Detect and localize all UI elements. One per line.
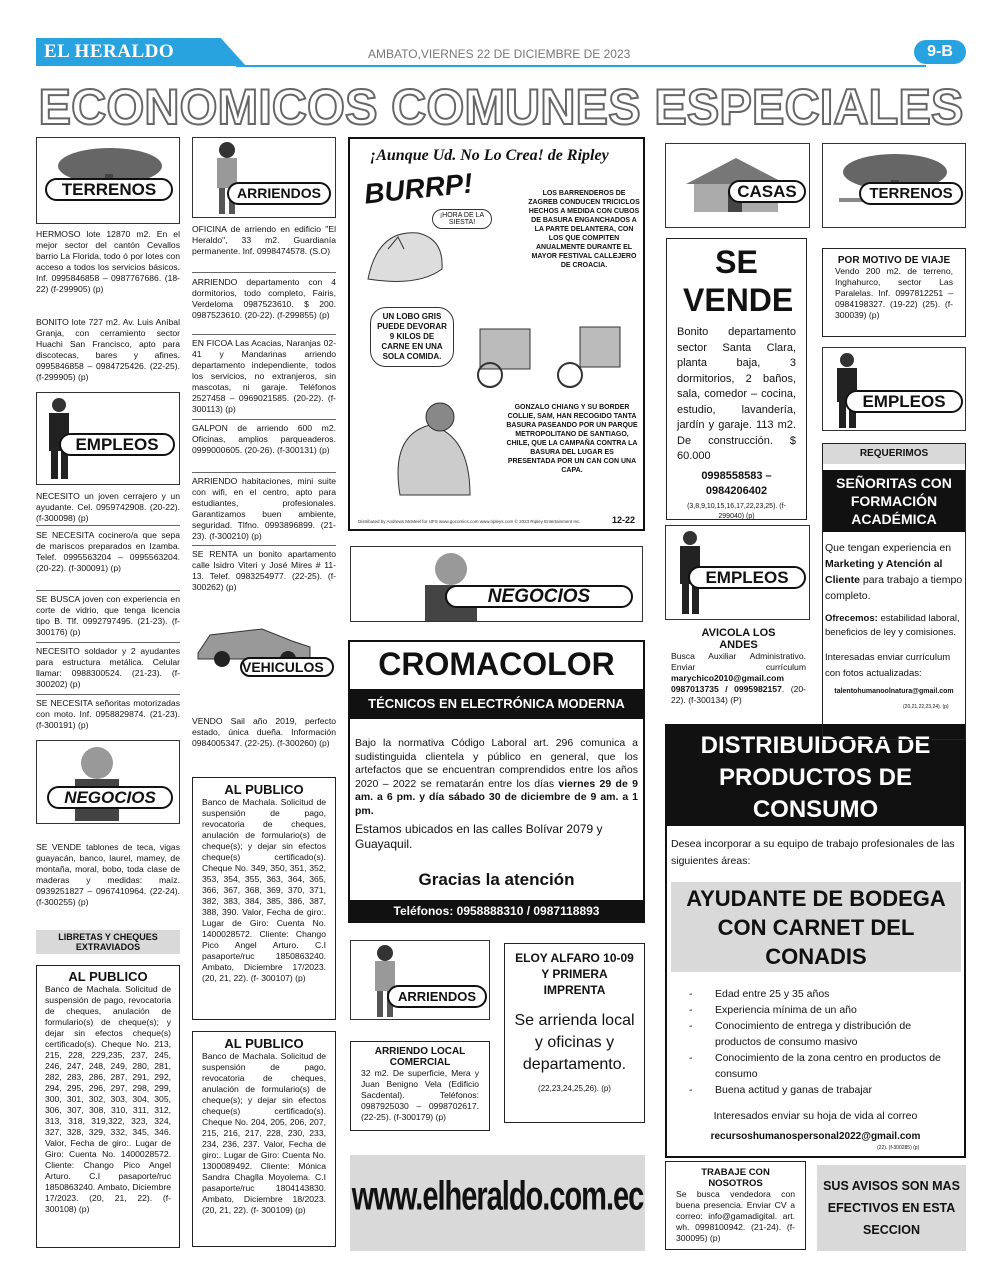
- avisos-box: [817, 1165, 966, 1251]
- cromacolor-ad: [348, 640, 645, 923]
- ad-ficoa: EN FICOA Las Acacias, Naranjas 02-41 y Mandarinas arriendo departamento independiente, todos los servicios, no extranjeros, sin mascotas, ni garaje. Teléfonos 2527458 – 0969021585. (20-22). (f-300113) (p): [192, 338, 336, 414]
- arriendo-local-title: ARRIENDO LOCAL COMERCIAL: [374, 1046, 466, 1068]
- avicola-ad: [671, 627, 806, 706]
- vehiculos-header: [192, 605, 336, 685]
- por-motivo-ad: [822, 248, 966, 337]
- ripley-cartoon: [348, 137, 645, 531]
- arriendos-header-2: [350, 940, 490, 1020]
- dog-drawing-icon: [380, 395, 490, 505]
- empleos-header: [36, 392, 180, 485]
- trabaje-title: TRABAJE CON NOSOTROS: [701, 1167, 770, 1189]
- ad-vidrio: SE BUSCA joven con experiencia en corte de vidrio, que tenga licencia tipo B. Tlf. 0992797495. (21-23). (f-300176) (p): [36, 594, 180, 637]
- avicola-contact: marychico2010@gmail.com 0987013735 / 0995982157: [671, 673, 784, 694]
- terrenos-header: [36, 137, 180, 224]
- avisos-text: SUS AVISOS SON MAS EFECTIVOS EN ESTA SECCION: [823, 1179, 960, 1237]
- ripley-credit: Distributed by Andrews McMeel for UFS www.gocomics.com www.ripleys.com © 2023 Ripley Entertainment Inc.: [358, 519, 581, 524]
- requerimos-ad: [822, 443, 966, 740]
- negocios-header-2: [350, 546, 643, 622]
- cromacolor-ref: (22). (f-300261) (p): [560, 917, 603, 923]
- distribuidora-ad: [665, 724, 966, 1158]
- cromacolor-thanks: Gracias la atención: [418, 870, 575, 889]
- ad-cerrajero: NECESITO un joven cerrajero y un ayudante. Cel. 0959742908. (20-22). (f-300098) (p): [36, 491, 180, 523]
- requirement-item: - Buena actitud y ganas de trabajar: [689, 1084, 873, 1096]
- avicola-text: Busca Auxiliar Administrativo. Enviar currículum: [671, 651, 806, 672]
- terrenos-label: TERRENOS: [45, 178, 173, 201]
- distribuidora-send: Interesados enviar su hoja de vida al correo: [713, 1110, 918, 1122]
- requirement-text: Experiencia mínima de un año: [715, 1004, 857, 1016]
- cromacolor-title: CROMACOLOR: [378, 646, 615, 682]
- burp-text: BURRP!: [362, 167, 475, 210]
- se-vende-title: SE VENDE: [683, 244, 794, 318]
- req-p1a: Que tengan experiencia en: [825, 542, 952, 554]
- se-vende-phone: 0998558583 – 0984206402: [701, 469, 772, 497]
- dateline: AMBATO,VIERNES 22 DE DICIEMBRE DE 2023: [368, 47, 631, 61]
- eloy-alfaro-title: ELOY ALFARO 10-09 Y PRIMERA IMPRENTA: [515, 951, 634, 997]
- negocios-label-2: NEGOCIOS: [445, 585, 633, 608]
- cromacolor-body: [355, 737, 638, 818]
- divider: [192, 545, 336, 546]
- requirement-text: Conocimiento de entrega y distribución de productos de consumo masivo: [715, 1020, 912, 1048]
- al-publico-3-title: AL PUBLICO: [224, 1036, 304, 1051]
- banner-title-svg: [36, 84, 966, 130]
- hora-text: ¡HORA DE LA SIESTA!: [432, 209, 492, 229]
- ad-soldador: NECESITO soldador y 2 ayudantes para estructura metálica. Celular llamar: 0988300524. (21-23). (f-300202) (p): [36, 646, 180, 689]
- arriendos-label-2: ARRIENDOS: [387, 985, 487, 1008]
- ad-departamento: ARRIENDO departamento con 4 dormitorios, todo completo, Fairis, Verdeloma 0987523610. $ 200. 0987523610. (20-22). (f-299855) (p): [192, 277, 336, 320]
- al-publico-1: [36, 965, 180, 1248]
- lobo-text: UN LOBO GRIS PUEDE DEVORAR 9 KILOS DE CARNE EN UNA SOLA COMIDA.: [370, 307, 454, 367]
- ad-cocinero: SE NECESITA cocinero/a que sepa de mariscos preparados en Izamba. Telef. 0995563204 – 0995563204. (20-22). (f-300091) (p): [36, 530, 180, 573]
- ad-motorizadas: SE NECESITA señoritas motorizadas con moto. Inf. 0958829874. (21-23). (f-300191) (p): [36, 698, 180, 730]
- al-publico-2-text: Banco de Machala. Solicitud de suspensión de pago, revocatoria de cheques, anulación de formulario(s) de cheque(s); y dejar sin efectos cheque(s) certificado(s). Cheque No. 349, 350, 351, 352, 353, 354, 355, 363, 364, 365, 366, 367, 368, 369, 370, 371, 382, 383, 384, 385, 386, 387, 388, 390. Valor, Fecha de giro:. Lugar de Giro: Cuenta No. 1400028572. Cliente: Chango Pico Angel Arturo. C.I pasaporte/ruc 1850863240. Ambato, Diciembre 17/2023. (20, 21, 22). (f- 300107) (p): [202, 797, 326, 983]
- cromacolor-phones: Teléfonos: 0958888310 / 0987118893: [350, 900, 643, 922]
- al-publico-2-title: AL PUBLICO: [224, 782, 304, 797]
- avicola-ref: . (20-22). (f-300134) (P): [671, 684, 806, 705]
- empleos-label-2: EMPLEOS: [688, 566, 806, 589]
- ripley-title: ¡Aunque Ud. No Lo Crea! de Ripley: [370, 147, 609, 164]
- arriendo-local-text: 32 m2. De superficie, Mera y Juan Benigno Vela (Edificio Sacdental). Teléfonos: 0987925030 – 0998702617. (22-25). (f-300179) (p): [361, 1068, 479, 1122]
- al-publico-3: [192, 1031, 336, 1247]
- eloy-alfaro-text: Se arrienda local y oficinas y departamento.: [514, 1012, 635, 1073]
- requerimos-label: REQUERIMOS: [823, 444, 965, 464]
- req-p1b: Marketing y Atención al Cliente: [825, 558, 943, 586]
- header-rule: [236, 65, 926, 67]
- requerimos-title: SEÑORITAS CON FORMACIÓN ACADÉMICA: [823, 470, 965, 532]
- ad-bonito-lote: BONITO lote 727 m2. Av. Luis Aníbal Granja, con cerramiento sector Huachi San Francisco, apto para discotecas, bares y afines. 0995846858 – 0984725426. (22-25). (f-299905) (p): [36, 317, 180, 382]
- por-motivo-title: POR MOTIVO DE VIAJE: [837, 255, 951, 266]
- bald-man-icon: [67, 743, 127, 821]
- requirement-item: - Edad entre 25 y 35 años: [689, 988, 830, 1000]
- divider: [192, 334, 336, 335]
- divider: [36, 694, 180, 695]
- arriendo-local-ad: [350, 1041, 490, 1131]
- ad-oficina: OFICINA de arriendo en edificio "El Heraldo", 33 m2. Guardianía permanente. Inf. 0998474578. (S.O): [192, 224, 336, 256]
- eloy-alfaro-ad: [504, 943, 645, 1123]
- barrenderos-text: LOS BARRENDEROS DE ZAGREB CONDUCEN TRICICLOS HECHOS A MEDIDA CON CUBOS DE BASURA ENGANCHADOS A LA PARTE DELANTERA, CON LOS QUE COMPITEN ANUALMENTE DURANTE EL MAYOR FESTIVAL CALLEJERO DE CROACIA.: [528, 190, 640, 269]
- arriendos-label: ARRIENDOS: [227, 182, 331, 205]
- requerimos-para1: [825, 540, 965, 604]
- se-vende-text: Bonito departamento sector Santa Clara, planta baja, 3 dormitorios, 2 baños, sala, comedor – cocina, estudio, lavandería, jardín y garaje. 113 m2. De construcción. $ 60.000: [677, 326, 796, 462]
- distribuidora-ref: (22). (f-300285) (p): [877, 1145, 920, 1151]
- al-publico-3-text: Banco de Machala. Solicitud de suspensión de pago, revocatoria de cheques, anulación de formulario(s) de cheque(s); y dejar sin efectos cheque(s) certificado(s). Cheque No. 204, 205, 206, 207, 215, 216, 217, 228, 230, 233, 234, 236, 237. Valor, Fecha de giro:. Lugar de Giro: Cuenta No. 1300089492. Cliente: Mónica Sandra Chaglla Moyolema. C.I pasaporte/ruc 1804143830. Ambato, Diciembre 18/2023. (20, 21, 22). (f- 300109) (p): [202, 1051, 326, 1215]
- distribuidora-title: DISTRIBUIDORA DE PRODUCTOS DE CONSUMO: [667, 726, 964, 826]
- page-number: 9-B: [914, 40, 966, 64]
- se-vende-ad: [666, 238, 807, 520]
- al-publico-title: AL PUBLICO: [68, 969, 148, 984]
- cromacolor-address: Estamos ubicados en las calles Bolívar 2079 y Guayaquil.: [355, 822, 603, 851]
- distribuidora-job: AYUDANTE DE BODEGA CON CARNET DEL CONADIS: [671, 882, 961, 972]
- divider: [36, 525, 180, 526]
- empleos-header-2: [665, 525, 810, 620]
- casas-header: [665, 143, 810, 228]
- avicola-title: AVICOLA LOS ANDES: [701, 627, 776, 651]
- divider: [192, 272, 336, 273]
- libretas-heading: LIBRETAS Y CHEQUES EXTRAVIADOS: [36, 930, 180, 954]
- requerimos-para2: [825, 612, 965, 640]
- divider: [36, 642, 180, 643]
- requerimos-email[interactable]: talentohumanoolnatura@gmail.com: [834, 688, 954, 695]
- distribuidora-requirements: [689, 986, 959, 1098]
- requerimos-ref: (20,21,22,23,24). (p): [903, 704, 949, 710]
- trabaje-ad: [665, 1161, 806, 1250]
- website-url[interactable]: www.elheraldo.com.ec: [351, 1174, 644, 1220]
- vehiculos-label: VEHICULOS: [240, 657, 334, 677]
- req-p1c: para trabajo a tiempo completo.: [825, 574, 963, 602]
- se-vende-ref: (3,8,9,10,15,16,17,22,23,25). (f-299040) (p): [687, 502, 786, 520]
- wolf-drawing-icon: [358, 209, 448, 289]
- requirement-text: Buena actitud y ganas de trabajar: [715, 1084, 873, 1096]
- arriendos-header: [192, 137, 336, 218]
- req-p2b: estabilidad laboral, beneficios de ley y comisiones.: [825, 613, 960, 638]
- por-motivo-text: Vendo 200 m2. de terreno, Inghahurco, sector Las Paralelas. Inf. 0997812251 – 0984198327. (19-22) (25). (f-300039) (p): [835, 266, 953, 320]
- divider: [192, 419, 336, 420]
- req-p2a: Ofrecemos:: [825, 613, 881, 624]
- section-banner: [36, 84, 966, 130]
- avicola-body: [671, 651, 806, 706]
- requirement-text: Edad entre 25 y 35 años: [715, 988, 830, 1000]
- requerimos-para3: Interesadas enviar currículum con fotos actualizadas:: [825, 652, 951, 679]
- empleos-header-3: [822, 347, 966, 431]
- al-publico-text: Banco de Machala. Solicitud de suspensión de pago, revocatoria de cheques, anulación de formulario(s) de cheque(s); y dejar sin efectos cheque(s) certificado(s). Cheque No. 213, 215, 228, 229,235, 237, 245, 246, 247, 248, 249, 280, 281, 282, 283, 286, 287, 291, 292, 294, 295, 296, 297, 298, 299, 300, 301, 302, 303, 304, 305, 306, 307, 308, 310, 311, 312, 313, 318, 319,322, 323, 324, 327, 328, 329, 332, 345, 346. Valor, Fecha de giro:. Lugar de Giro: Cuenta No. 1400028572. Cliente: Chango Pico Angel Arturo. C.I pasaporte/ruc 1850863240. Ambato, Diciembre 17/2023. (20, 21, 22). (f- 300108) (p): [45, 984, 171, 1214]
- empleos-label-3: EMPLEOS: [845, 390, 963, 413]
- al-publico-2: [192, 777, 336, 1020]
- requirement-text: Conocimiento de la zona centro en productos de consumo: [715, 1052, 941, 1080]
- divider: [36, 590, 180, 591]
- brand-name: EL HERALDO: [44, 41, 175, 62]
- requirement-item: - Conocimiento de entrega y distribución de productos de consumo masivo: [689, 1020, 912, 1048]
- banner-title: ECONOMICOS COMUNES ESPECIALES: [38, 84, 964, 130]
- tricycle-drawing-icon: [460, 309, 640, 389]
- empleos-label: EMPLEOS: [59, 433, 175, 456]
- divider: [192, 472, 336, 473]
- requirement-item: - Conocimiento de la zona centro en productos de consumo: [689, 1052, 941, 1080]
- ripley-date: 12-22: [612, 515, 636, 525]
- terrenos-label-2: TERRENOS: [859, 182, 963, 205]
- distribuidora-email[interactable]: recursoshumanospersonal2022@gmail.com: [710, 1131, 921, 1142]
- cromacolor-dates: viernes 29 de 9 am. a 6 pm. y día sábado 30 de diciembre de 9 am. a 1 pm.: [355, 777, 638, 817]
- ad-galpon: GALPON de arriendo 600 m2. Oficinas, amplios parqueaderos. 0999000605. (20-26). (f-300131) (p): [192, 423, 336, 455]
- eloy-alfaro-ref: (22,23,24,25,26). (p): [538, 1084, 611, 1093]
- gonzalo-text: GONZALO CHIANG Y SU BORDER COLLIE, SAM, HAN RECOGIDO TANTA BASURA PASEANDO POR UN PARQUE METROPOLITANO DE SANTIAGO, CHILE, QUE LA CAMPAÑA CONTRA LA BASURA DEL LUGAR ES PRESENTADA POR UN CAN CON UNA CAPA.: [506, 404, 638, 474]
- trabaje-text: Se busca vendedora con buena presencia. Enviar CV a correo: info@gamadigital. art. wh. 0998100942. (21-24). (f-300095) (p): [676, 1189, 795, 1243]
- ad-habitaciones: ARRIENDO habitaciones, mini suite con wifi, en el centro, apto para estudiantes, profesionales. Garantizamos buen ambiente, seguridad. Tlfno. 0993896899. (21-23). (f-300210) (p): [192, 476, 336, 541]
- ad-tablones: SE VENDE tablones de teca, vigas guayacán, banco, laurel, mamey, de montaña, moral, bobo, toda clase de maderas y medidas: maíz. 0939251827 – 0967410964. (22-24).(f-300255) (p): [36, 842, 180, 907]
- casas-label: CASAS: [728, 180, 806, 203]
- ad-renta: SE RENTA un bonito apartamento calle Isidro Viteri y José Mires # 11-13. Telef. 0983254977. (22-25). (f-300262) (p): [192, 549, 336, 592]
- requirement-item: - Experiencia mínima de un año: [689, 1004, 857, 1016]
- negocios-label: NEGOCIOS: [47, 786, 173, 809]
- distribuidora-intro: Desea incorporar a su equipo de trabajo profesionales de las siguientes áreas:: [671, 838, 955, 867]
- cromacolor-para1: Bajo la normativa Código Laboral art. 296 comunica a sudistinguida clientela y público en general, que los artefactos que se encuentran comprendidos entre los años 2020 – 2022 se rematarán entre los días: [355, 737, 638, 790]
- negocios-header: [36, 740, 180, 824]
- ad-hermoso-lote: HERMOSO lote 12870 m2. En el mejor sector del cantón Cevallos barrio La Florida, todo ó por lotes con acceso a todos los servicios básicos. Inf. 0995846858 – 0987767686. (18-22) (f-299905) (p): [36, 229, 180, 294]
- website-banner[interactable]: [350, 1155, 645, 1251]
- header-bar: [36, 38, 966, 68]
- ad-sail: VENDO Sail año 2019, perfecto estado, única dueña. Información 0984005347. (22-25). (f-300260) (p): [192, 716, 336, 748]
- terrenos-header-2: [822, 143, 966, 228]
- cromacolor-subtitle: TÉCNICOS EN ELECTRÓNICA MODERNA: [350, 689, 643, 719]
